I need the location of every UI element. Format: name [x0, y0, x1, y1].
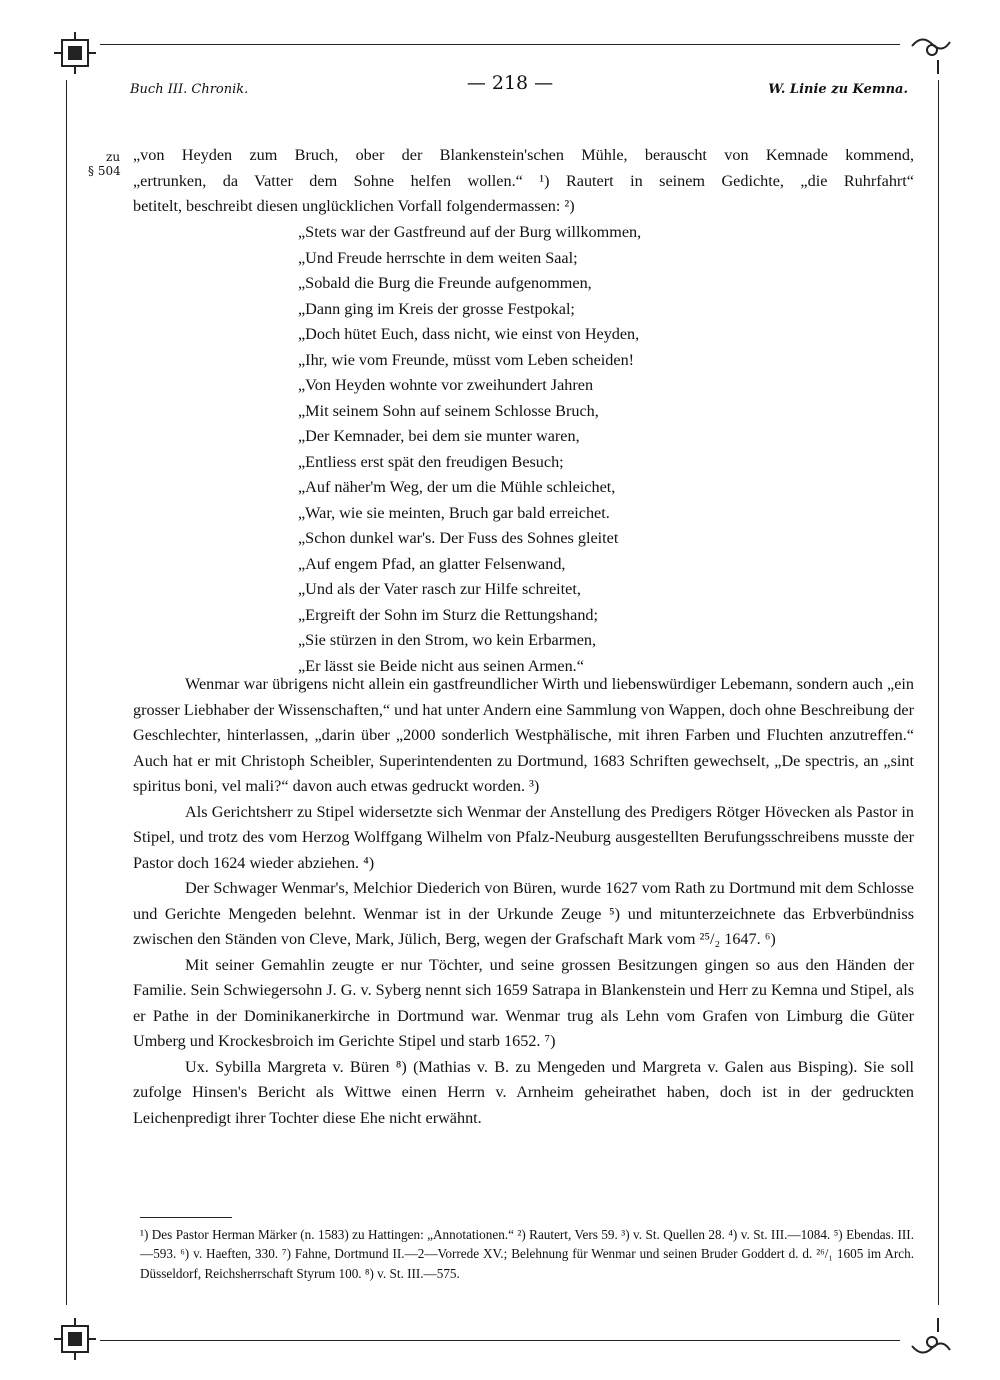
running-header: [0, 72, 1000, 102]
poem-line: „Sie stürzen in den Strom, wo kein Erbarmen,: [298, 631, 597, 649]
frame-right: [938, 80, 939, 1305]
poem-line: „Schon dunkel war's. Der Fuss des Sohnes gleitet: [298, 529, 619, 547]
poem-line: „Dann ging im Kreis der grosse Festpokal;: [298, 299, 575, 318]
paragraph: Als Gerichtsherr zu Stipel widersetzte sich Wenmar der Anstellung des Predigers Rötger Hövecken als Pastor in Stipel, und trotz des vom Herzog Wolffgang Wilhelm von Pfalz-Neuburg ausgestellten Berufungsschreibens musste der Pastor doch 1624 wieder abziehen. ⁴): [133, 802, 914, 872]
paragraph: Ux. Sybilla Margreta v. Büren ⁸) (Mathias v. B. zu Mengeden und Margreta v. Galen aus Bisping). Sie soll zufolge Hinsen's Bericht als Wittwe einen Herrn v. Arnheim geheirathet haben, doch ist in der gedruckten Leichenpredigt ihrer Tochter diese Ehe nicht erwähnt.: [133, 1057, 914, 1127]
poem-line: „Und als der Vater rasch zur Hilfe schreitet,: [298, 580, 581, 598]
corner-ornament-icon: [908, 30, 954, 76]
poem-line: „Er lässt sie Beide nicht aus seinen Armen.“: [298, 656, 584, 675]
intro-block: [133, 143, 914, 220]
footnotes: ¹) Des Pastor Herman Märker (n. 1583) zu Hattingen: „Annotationen.“ ²) Rautert, Vers 59. ³) v. St. Quellen 28. ⁴) v. St. III.—1084. ⁵) Ebendas. III.—593. ⁶) v. Haeften, 330. ⁷) Fahne, Dortmund II.—2—Vorrede XV.; Belehnung für Wenmar und seinen Bruder Goddert d. d. ²⁶/₁ 1605 im Arch. Düsseldorf, Reichsherrschaft Styrum 100. ⁸) v. St. III.—575.: [140, 1227, 914, 1281]
poem-line: „Auf näher'm Weg, der um die Mühle schleichet,: [298, 478, 616, 496]
poem-line: „Ergreift der Sohn im Sturz die Rettungshand;: [298, 605, 599, 624]
frame-bottom: [100, 1340, 900, 1341]
page-number: — 218 —: [466, 72, 554, 94]
poem-line: „Mit seinem Sohn auf seinem Schlosse Bruch,: [298, 401, 599, 420]
frame-top: [100, 44, 900, 45]
paragraph: Der Schwager Wenmar's, Melchior Diederich von Büren, wurde 1627 vom Rath zu Dortmund mit dem Schlosse und Gerichte Mengeden belehnt. Wenmar ist in der Urkunde Zeuge ⁵) und mitunterzeichnete das Erbverbündniss zwischen den Ständen von Cleve, Mark, Jülich, Berg, wegen der Grafschaft Mark vom ²⁵/₂ 1647. ⁶): [133, 879, 914, 948]
poem-line: „Doch hütet Euch, dass nicht, wie einst von Heyden,: [298, 325, 640, 343]
poem-line: „Und Freude herrschte in dem weiten Saal;: [298, 248, 578, 267]
corner-ornament-icon: [52, 1316, 98, 1362]
corner-ornament-icon: [52, 30, 98, 76]
margin-note-zu: zu: [106, 150, 121, 164]
header-right: W. Linie zu Kemna.: [768, 82, 908, 97]
poem-line: „War, wie sie meinten, Bruch gar bald erreichet.: [298, 503, 610, 522]
poem-line: „Ihr, wie vom Freunde, müsst vom Leben scheiden!: [298, 350, 635, 369]
corner-ornament-icon: [908, 1316, 954, 1362]
poem-line: „Entliess erst spät den freudigen Besuch;: [298, 452, 564, 471]
main-text: [133, 672, 914, 1131]
margin-note-paragraph: § 504: [88, 164, 121, 178]
poem: [298, 220, 758, 679]
poem-line: „Der Kemnader, bei dem sie munter waren,: [298, 427, 580, 445]
intro-line: „von Heyden zum Bruch, ober der Blankenstein'schen Mühle, berauscht von Kemnade kommend,: [133, 146, 914, 164]
intro-line: „ertrunken, da Vatter dem Sohne helfen wollen.“ ¹) Rautert in seinem Gedichte, „die Ruhrfahrt“: [133, 171, 914, 190]
frame-left: [66, 80, 67, 1305]
footnote-rule: [140, 1217, 232, 1218]
poem-line: „Stets war der Gastfreund auf der Burg willkommen,: [298, 223, 642, 241]
paragraph: Mit seiner Gemahlin zeugte er nur Töchter, und seine grossen Besitzungen gingen so aus den Händen der Familie. Sein Schwiegersohn J. G. v. Syberg nennt sich 1659 Satrapa in Blankenstein und Herr zu Kemna und Stipel, als er Pathe in der Dominikanerkirche in Dortmund war. Wenmar trug als Lehn vom Grafen von Limburg die Güter Umberg und Krockesbroich im Gerichte Stipel und starb 1652. ⁷): [133, 955, 914, 1050]
poem-line: „Auf engem Pfad, an glatter Felsenwand,: [298, 554, 566, 573]
poem-line: „Sobald die Burg die Freunde aufgenommen,: [298, 274, 592, 292]
header-left: Buch III. Chronik.: [130, 82, 249, 97]
poem-line: „Von Heyden wohnte vor zweihundert Jahren: [298, 376, 594, 394]
intro-line: betitelt, beschreibt diesen unglücklichen Vorfall folgendermassen: ²): [133, 197, 575, 215]
paragraph: Wenmar war übrigens nicht allein ein gastfreundlicher Wirth und liebenswürdiger Lebemann, sondern auch „ein grosser Liebhaber der Wissenschaften,“ und hat unter Andern eine Sammlung von Wappen, doch ohne Beschreibung der Geschlechter, hinterlassen, „darin über „2000 sonderlich Westphälische, mit ihren Farben und Fluchten anzutreffen.“ Auch hat er mit Christoph Scheibler, Superintendenten zu Dortmund, 1683 Schriften gewechselt, „De spectris, an „sint spiritus boni, vel mali?“ davon auch etwas gedruckt worden. ³): [133, 675, 914, 795]
